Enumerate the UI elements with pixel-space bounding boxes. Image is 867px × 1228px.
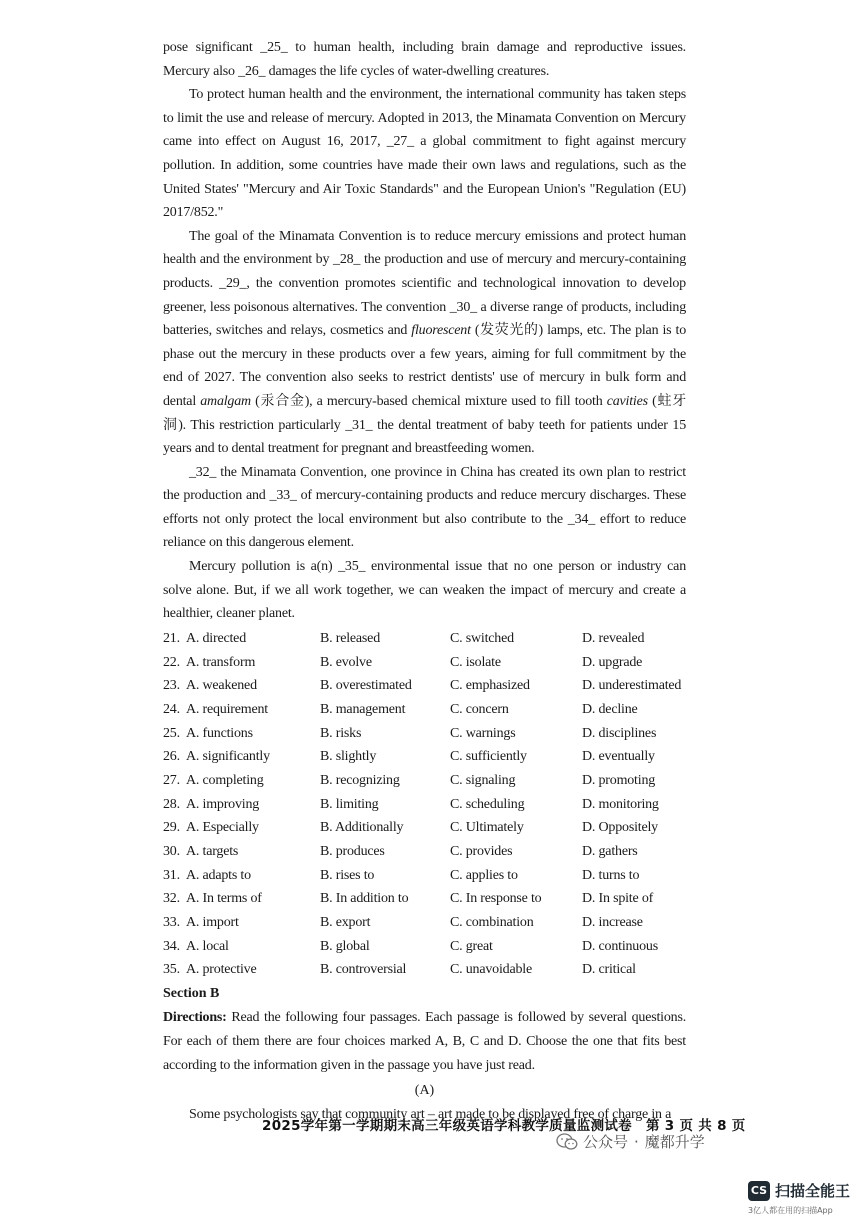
option-b: B. risks: [320, 725, 362, 741]
option-row: [163, 911, 686, 935]
option-c: C. scheduling: [450, 796, 525, 812]
option-c: C. provides: [450, 844, 513, 860]
exam-title: 2025学年第一学期期末高三年级英语学科教学质量监测试卷: [262, 1118, 632, 1134]
scanner-name: 扫描全能王: [775, 1182, 851, 1200]
option-a: A. requirement: [186, 701, 268, 717]
option-b: B. In addition to: [320, 891, 409, 907]
question-number: 26.: [163, 749, 180, 765]
option-a: A. In terms of: [186, 891, 262, 907]
section-title: Section B: [163, 986, 220, 1002]
option-c: C. unavoidable: [450, 962, 532, 978]
account-name: 魔都升学: [644, 1133, 705, 1151]
question-number: 21.: [163, 630, 180, 646]
option-b: B. management: [320, 701, 406, 717]
scanner-brand: [748, 1180, 850, 1201]
paragraph-china-province: _32_ the Minamata Convention, one province in China has created its own plan to restrict the production and _33_ of mercury-containing products and reduce mercury discharges. These efforts not only protect the local environment but also contribute to the _34_ effort to reduce reliance on this dangerous element.: [163, 464, 686, 551]
option-b: B. recognizing: [320, 772, 400, 788]
question-number: 33.: [163, 915, 180, 931]
option-c: C. applies to: [450, 867, 518, 883]
option-d: D. turns to: [582, 867, 640, 883]
option-row: [163, 840, 686, 864]
option-row: [163, 698, 686, 722]
option-d: D. underestimated: [582, 678, 682, 694]
option-b: B. limiting: [320, 796, 379, 812]
option-c: C. switched: [450, 630, 514, 646]
paragraph-cloze-continuation: pose significant _25_ to human health, including brain damage and reproductive issues. Mercury also _26_ damages the life cycles of water-dwelling creatures.: [163, 40, 686, 79]
option-a: A. improving: [186, 796, 260, 812]
option-b: B. produces: [320, 844, 385, 860]
option-c: C. combination: [450, 915, 534, 931]
camscanner-logo-icon: CS: [748, 1181, 770, 1201]
option-row: [163, 887, 686, 911]
option-d: D. upgrade: [582, 654, 643, 670]
option-a: A. adapts to: [186, 867, 251, 883]
option-b: B. export: [320, 915, 371, 931]
option-a: A. targets: [186, 844, 239, 860]
option-c: C. Ultimately: [450, 820, 524, 836]
passage-a-first-line: Some psychologists say that community art – art made to be displayed free of charge in a: [189, 1107, 672, 1123]
separator-dot: ·: [634, 1132, 639, 1151]
question-number: 31.: [163, 867, 180, 883]
option-a: A. import: [186, 915, 239, 931]
question-number: 34.: [163, 938, 180, 954]
option-d: D. revealed: [582, 630, 645, 646]
question-number: 25.: [163, 725, 180, 741]
option-d: D. decline: [582, 701, 638, 717]
option-row: [163, 793, 686, 817]
option-d: D. In spite of: [582, 891, 654, 907]
question-number: 35.: [163, 962, 180, 978]
option-a: A. protective: [186, 962, 257, 978]
option-row: [163, 722, 686, 746]
option-a: A. functions: [186, 725, 253, 741]
option-d: D. eventually: [582, 749, 655, 765]
option-c: C. signaling: [450, 772, 516, 788]
account-type: 公众号: [583, 1133, 629, 1151]
question-number: 29.: [163, 820, 180, 836]
option-c: C. isolate: [450, 654, 501, 670]
option-row: [163, 627, 686, 651]
option-b: B. global: [320, 938, 370, 954]
option-a: A. local: [186, 938, 229, 954]
question-number: 24.: [163, 701, 180, 717]
option-d: D. increase: [582, 915, 643, 931]
section-directions: [163, 1006, 686, 1078]
option-b: B. slightly: [320, 749, 377, 765]
option-a: A. significantly: [186, 749, 270, 765]
option-d: D. gathers: [582, 844, 638, 860]
question-number: 22.: [163, 654, 180, 670]
option-d: D. critical: [582, 962, 636, 978]
option-row: [163, 935, 686, 959]
option-row: [163, 674, 686, 698]
option-a: A. Especially: [186, 820, 259, 836]
option-b: B. released: [320, 630, 380, 646]
question-number: 32.: [163, 891, 180, 907]
question-number: 27.: [163, 772, 180, 788]
option-d: D. continuous: [582, 938, 658, 954]
question-number: 23.: [163, 678, 180, 694]
option-row: [163, 651, 686, 675]
option-a: A. transform: [186, 654, 256, 670]
option-c: C. great: [450, 938, 493, 954]
directions-label: Directions:: [163, 1010, 227, 1026]
directions-text: Read the following four passages. Each passage is followed by several questions. For each of them there are four choices marked A, B, C and D. Choose the one that fits best according to the information given in the passage you have just read.: [163, 1010, 686, 1074]
option-c: C. concern: [450, 701, 509, 717]
option-c: C. In response to: [450, 891, 542, 907]
option-b: B. controversial: [320, 962, 407, 978]
option-b: B. evolve: [320, 654, 372, 670]
scanner-tagline: 3亿人都在用的扫描App: [748, 1206, 833, 1215]
option-d: D. promoting: [582, 772, 656, 788]
option-row: [163, 816, 686, 840]
option-c: C. warnings: [450, 725, 516, 741]
option-d: D. Oppositely: [582, 820, 658, 836]
option-row: [163, 769, 686, 793]
option-a: A. completing: [186, 772, 264, 788]
option-d: D. monitoring: [582, 796, 659, 812]
option-b: B. overestimated: [320, 678, 412, 694]
option-row: [163, 864, 686, 888]
question-number: 28.: [163, 796, 180, 812]
option-d: D. disciplines: [582, 725, 657, 741]
question-number: 30.: [163, 844, 180, 860]
option-c: C. sufficiently: [450, 749, 527, 765]
paragraph-convention-goal: The goal of the Minamata Convention is to reduce mercury emissions and protect human health and the environment by _28_ the production and use of mercury and mercury-containing products. _29_, the convention promotes scientific and technological innovation to develop greener, less poisonous alternatives. The convention _30_ a diverse range of products, including batteries, switches and relays, cosmetics and fluorescent (发荧光的) lamps, etc. The plan is to phase out the mercury in these products over a few years, aiming for full commitment by the end of 2027. The convention also seeks to restrict dentists' use of mercury in bulk form and dental amalgam (汞合金), a mercury-based chemical mixture used to fill tooth cavities (蛀牙洞). This restriction particularly _31_ the dental treatment of baby teeth for patients under 15 years and to dental treatment for pregnant and breastfeeding women.: [163, 228, 686, 457]
answer-options-list: [163, 627, 686, 982]
wechat-watermark: [556, 1131, 705, 1152]
passage-label: (A): [414, 1083, 435, 1099]
option-a: A. directed: [186, 630, 246, 646]
paragraph-conclusion: Mercury pollution is a(n) _35_ environmental issue that no one person or industry can solve alone. But, if we all work together, we can weaken the impact of mercury and create a healthier, cleaner planet.: [163, 559, 686, 622]
option-row: [163, 745, 686, 769]
option-c: C. emphasized: [450, 678, 530, 694]
page-number: 第 3 页 共 8 页: [645, 1118, 746, 1134]
exam-page: [163, 36, 686, 1127]
paragraph-international-steps: To protect human health and the environment, the international community has taken steps to limit the use and release of mercury. Adopted in 2013, the Minamata Convention on Mercury came into effect on August 16, 2017, _27_ a global commitment to fight against mercury pollution. In addition, some countries have made their own laws and regulations, such as the United States' "Mercury and Air Toxic Standards" and the European Union's "Regulation (EU) 2017/852.": [163, 87, 686, 221]
wechat-icon: [556, 1133, 578, 1151]
option-b: B. Additionally: [320, 820, 404, 836]
option-b: B. rises to: [320, 867, 375, 883]
option-a: A. weakened: [186, 678, 257, 694]
option-row: [163, 958, 686, 982]
